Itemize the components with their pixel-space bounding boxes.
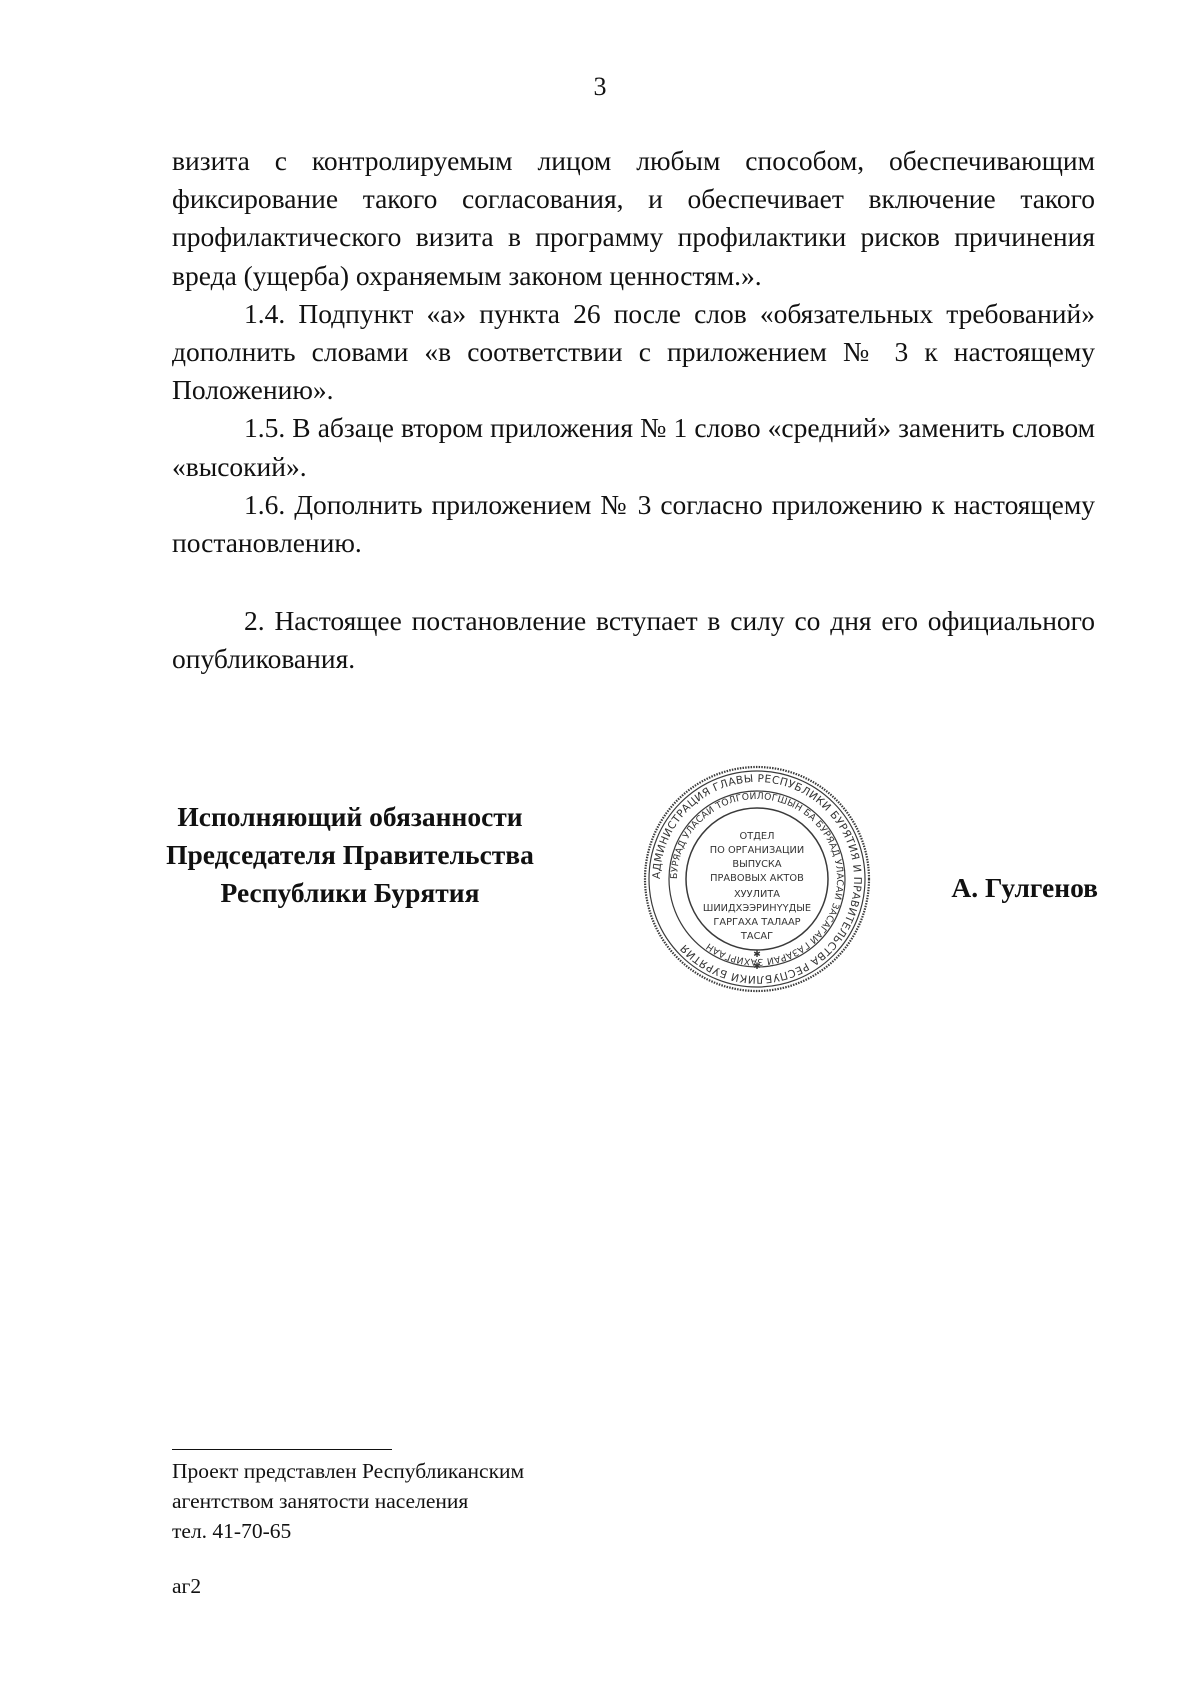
signatory-title-line: Исполняющий обязанности [177,801,523,832]
seal-center-line: ХУУЛИТА [733,889,781,900]
paragraph-2: 2. Настоящее постановление вступает в силу со дня его официального опубликования. [172,605,1095,675]
document-body [172,142,1095,679]
footer-line: агентством занятости населения [172,1489,469,1513]
footer-divider [172,1449,392,1450]
signatory-title-line: Председателя Правительства [166,839,534,870]
document-code: аг2 [172,1574,202,1598]
star-icon: ✱ [753,950,761,960]
signatory-name: А. Гулгенов [951,872,1098,903]
seal-outer-text: АДМИНИСТРАЦИЯ ГЛАВЫ РЕСПУБЛИКИ БУРЯТИЯ И ПРАВИТЕЛЬСТВА РЕСПУБЛИКИ БУРЯТИЯ [650,772,864,986]
seal-center-line: ВЫПУСКА [732,859,782,870]
footer-note [172,1456,524,1546]
official-seal [641,763,873,995]
seal-center-line: ТАСАГ [740,931,774,942]
seal-center-line: ОТДЕЛ [739,831,775,842]
seal-inner-text: БУРЯАД УЛАСАЙ ТОЛГОЙЛОГШЫН БА БУРЯАД УЛАСАЙ ЗАСАГАЙ ГАЗАРАЙ ЗАХИРГААН [668,790,846,968]
page-number: 3 [593,72,607,101]
paragraph-1-5: 1.5. В абзаце втором приложения № 1 слово «средний» заменить словом «высокий». [172,412,1095,482]
signatory-title-line: Республики Бурятия [220,877,480,908]
paragraph-1-4: 1.4. Подпункт «а» пункта 26 после слов «обязательных требований» дополнить словами «в соответствии с приложением № 3 к настоящему Положению». [172,297,1095,406]
paragraph-gap [172,562,1095,602]
footer-line: тел. 41-70-65 [172,1519,292,1543]
seal-center-line: ШИИДХЭЭРИНҮҮДЫЕ [702,903,812,914]
seal-center-line: ПО ОРГАНИЗАЦИИ [709,845,805,856]
paragraph-continuation: визита с контролируемым лицом любым способом, обеспечивающим фиксирование такого согласования, и обеспечивает включение такого профилактического визита в программу профилактики рисков причинения вреда (ущерба) охраняемым законом ценностям.». [172,145,1095,291]
footer-line: Проект представлен Республиканским [172,1459,525,1483]
paragraph-1-6: 1.6. Дополнить приложением № 3 согласно приложению к настоящему постановлению. [172,488,1095,559]
seal-center-line: ПРАВОВЫХ АКТОВ [710,873,804,884]
signatory-title [150,798,550,912]
star-icon: ✱ [753,962,761,972]
seal-center-line: ГАРГАХА ТАЛААР [713,917,801,928]
